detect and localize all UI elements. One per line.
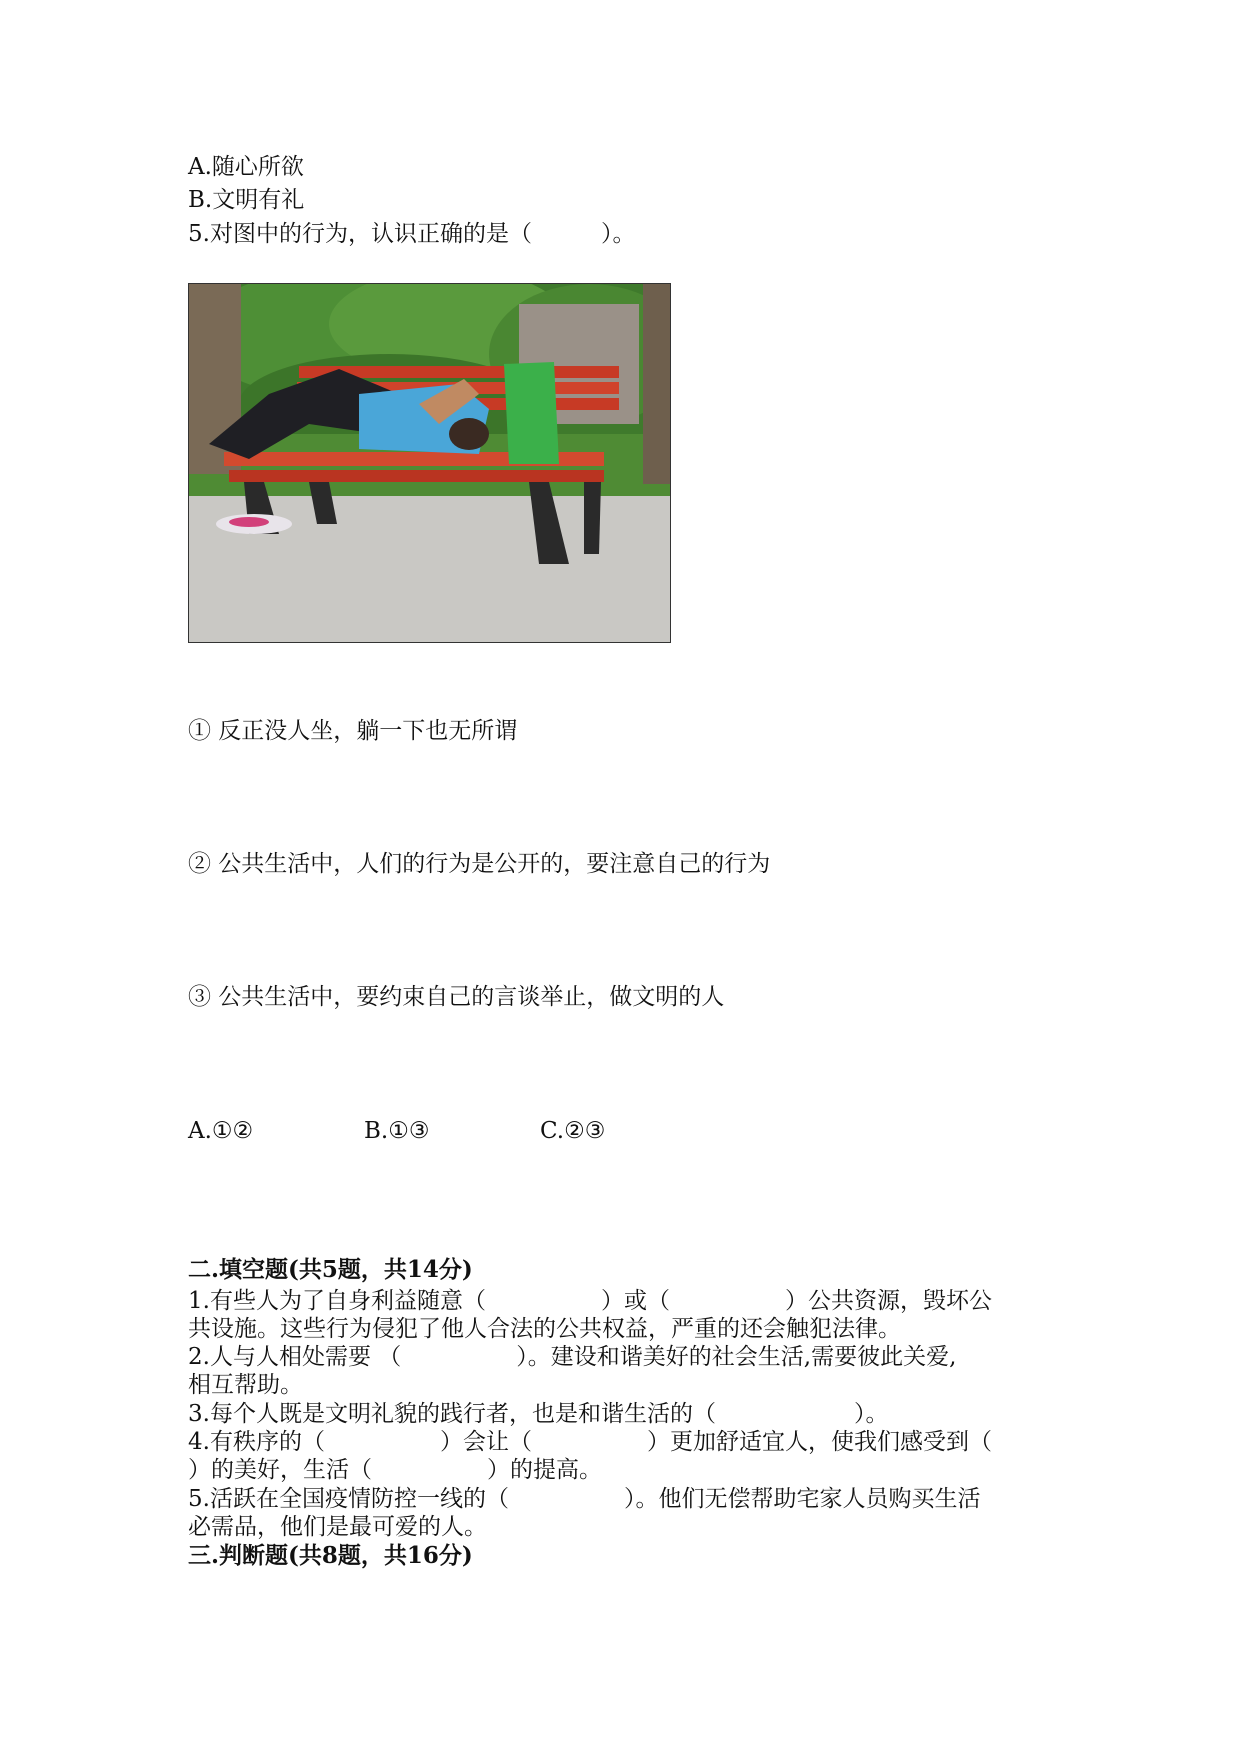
fill-item-5-line-2: 必需品，他们是最可爱的人。 <box>188 1514 487 1540</box>
statement-2: ② 公共生活中，人们的行为是公开的，要注意自己的行为 <box>188 851 771 877</box>
choice-a: A.①② <box>188 1118 254 1144</box>
section-3-title: 三.判断题(共8题，共16分) <box>188 1542 473 1569</box>
fill-item-3: 3.每个人既是文明礼貌的践行者，也是和谐生活的（ ）。 <box>188 1401 889 1427</box>
fill-item-1-line-1: 1.有些人为了自身利益随意（ ）或（ ）公共资源，毁坏公 <box>188 1288 992 1314</box>
fill-item-4-line-2: ）的美好，生活（ ）的提高。 <box>188 1457 602 1483</box>
section-2-title: 二.填空题(共5题，共14分) <box>188 1256 473 1283</box>
question-5-stem: 5.对图中的行为，认识正确的是（ ）。 <box>188 221 636 247</box>
fill-item-1-line-2: 共设施。这些行为侵犯了他人合法的公共权益，严重的还会触犯法律。 <box>188 1316 901 1342</box>
choice-c: C.②③ <box>540 1118 606 1144</box>
statement-3: ③ 公共生活中，要约束自己的言谈举止，做文明的人 <box>188 984 725 1010</box>
option-b: B.文明有礼 <box>188 187 305 213</box>
fill-item-5-line-1: 5.活跃在全国疫情防控一线的（ ）。他们无偿帮助宅家人员购买生活 <box>188 1486 981 1512</box>
statement-1: ① 反正没人坐，躺一下也无所谓 <box>188 718 518 744</box>
fill-item-2-line-1: 2.人与人相处需要 （ ）。建设和谐美好的社会生活,需要彼此关爱, <box>188 1344 957 1370</box>
fill-item-2-line-2: 相互帮助。 <box>188 1372 303 1398</box>
option-a: A.随心所欲 <box>188 154 304 180</box>
park-bench-photo <box>188 283 671 643</box>
fill-item-4-line-1: 4.有秩序的（ ）会让（ ）更加舒适宜人，使我们感受到（ <box>188 1429 992 1455</box>
choice-b: B.①③ <box>364 1118 430 1144</box>
